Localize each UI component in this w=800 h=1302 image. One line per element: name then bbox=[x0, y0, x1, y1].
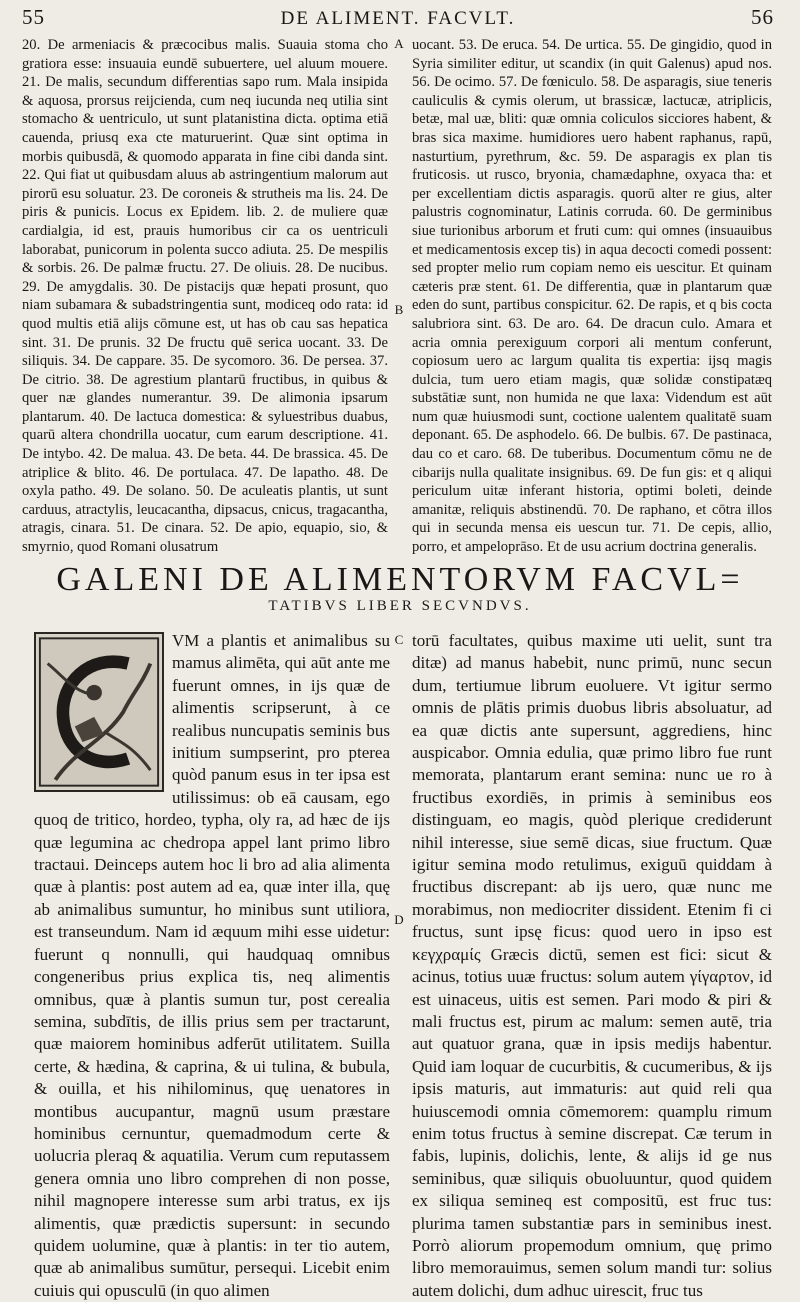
running-title: DE ALIMENT. FACVLT. bbox=[280, 8, 516, 29]
index-right-column bbox=[412, 36, 772, 556]
margin-letter-c: C bbox=[394, 632, 404, 647]
text-right: torū facultates, quibus maxime uti uelit, sunt tra ditæ) ad manus habebit, nunc primū, nunc secun dum, tertiumue librum euoluere. Vt igitur sermo omnis de plātis primis duobus libris absoluatur, ad ea quæ dictis ante supersunt, aggrediens, hinc auspicabor. Omnia edulia, quæ primo libro fue runt memorata, plantarum erant semina: nunc ue ro à fructibus exordiēs, in primis à seminibus eos distinguam, eo magis, quòd plerique crediderunt nihil interesse, siue semē dicas, siue fructum. Quæ igitur semina modo retulimus, exiguū quiddam à fructibus discrepant: ab ijs uero, quæ nunc me morabimus, non mediocriter dissident. Etenim fi ci fructus, sunt ipsę ficus: quod uero in ipso est κεγχραμίς Græcis dictū, semen est fici: sicut & acinus, totius uuæ fructus: solum autem γίγαρτον, id est uinaceus, uitis est semen. Pari modo & piri & mali fructus est, pirum ac malum: semen autē, tria aut quatuor grana, quæ in ipsis medijs habentur. Quid iam loquar de cucurbitis, & cucumeribus, & ijs ipsis maturis, aut immaturis: aut quid reli qua huiuscemodi omnia cōmemorem: quamplu rimum enim totus fructus à semine discrepat. Cæ terum in fabis, lupinis, dolichis, lente, & alijs id ge nus seminibus, quæ siliquis obuoluuntur, quod quidem ex siliqua semineq est compositū, est fruc tus: plurima tamen substantiæ pars in seminibus inest. Porrò aliorum propemodum omnium, quę primo libro memorauimus, semen solum mandi tur: solius autem dolichi, dum adhuc uirescit, fruc tus bbox=[412, 631, 772, 1300]
margin-letter-d: D bbox=[394, 912, 404, 927]
book-title: GALENI DE ALIMENTORVM FACVL= bbox=[56, 561, 744, 598]
running-header bbox=[22, 4, 774, 30]
book-subtitle: TATIBVS LIBER SECVNDVS. bbox=[268, 598, 532, 614]
page-number-left: 55 bbox=[22, 5, 45, 29]
margin-letter-a: A bbox=[394, 36, 404, 51]
index-right-text: uocant. 53. De eruca. 54. De urtica. 55. De gingidio, quod in Syria similiter editur, ut scandix (in quit Galenus) apud nos. 56. De ocimo. 57. De fœniculo. 58. De asparagis, siue teneris cauliculis & cymis olerum, ut brassicæ, lactucæ, atriplicis, betæ, mal uæ, bliti: quæ omnia coliculos sicciores habent, & bras sica maxime. humidiores uero habent raphanus, rapū, nasturtium, pyrethrum, &c. 59. De asparagis ex plan tis fruticosis. ut rusco, bryonia, chamædaphne, oxyaca tha: et per excellentiam dictis asparagis. quorū alter re gius, alter palustris cognominatur, Latinis corruda. 60. De germinibus siue turionibus arborum et fruti cum: qui omnes (insuauibus et medicamentosis excep tis) in aqua decocti comedi possent: sed propter melio rum copiam nemo eis uescitur. Et quinam cæteris præ stent. 61. De differentia, quæ in plantarum quæ eden do sunt, partibus conspicitur. 62. De rapis, et q bis cocta salubriora sint. 63. De aro. 64. De dracun culo. Amara et acria omnia perexiguum corpori ali mentum conferunt, copiosum uero ac largum qualita tis expertia: ijsq magis dulcia, tum uero etiam magis, quæ solidæ constipatæq substātiæ sunt, non humida ne que laxa: Videndum est aūt num quæ huiusmodi sunt, coctione ualentem qualitatē suam deponant. 65. De asphodelo. 66. De bulbis. 67. De pastinaca, dau co et caro. 68. De tuberibus. Documentum cōmu ne de cibarijs nulla qualitate insignibus. 69. De fun gis: et q aliqui periculum uitæ inferant historia, optimi boleti, deinde amanitæ, reliquis abstinendū. 70. De raphano, et cōtra illos qui in secunda mensa eis uescun tur. 71. De cepis, allio, porro, et ampeloprāso. Et de usu acrium doctrina generalis. bbox=[412, 37, 772, 556]
text-left-column bbox=[34, 630, 390, 1300]
decorated-initial-icon bbox=[34, 632, 164, 792]
text-left: VM a plantis et animalibus su mamus alimēta, qui aūt ante me fuerunt omnes, in ijs quæ de alimentis scripserunt, à ce realibus nuncupatis seminis bus initium sumpserint, pro pterea quòd panum esus in ter ipsa est utilissimus: ob eā causam, ego quoq de tritico, hordeo, typha, oly ra, ad hæc de ijs quæ legumina ac chedropa appel lant primo libro tractaui. Deinceps autem hoc li bro ad alia alimenta quæ à plantis: post autem ad ea, quæ inter illa, quę ab animalibus sumuntur, ho minibus sunt utiliora, est transeundum. Nam id æquum mihi esse uidetur: fuerunt q nonnulli, qui haudquaq omnibus congeneribus prius explica tis, neq alimentis omnibus, quæ à plantis sumun tur, post cerealia semina, subdītis, de illis prius sem per tractarunt, quæ maiorem hominibus adferūt utilitatem. Suilla certe, & hædina, & caprina, & ui tulina, & bubula, & ouilla, et his nihilominus, quę uenatores in montibus aucupantur, magnū usum præstare hominibus cernuntur, quemadmodum certe & uolucria pleraq & aquatilia. Verum cum reputassem genera omnia uno libro comprehen di non posse, nihil magnopere interesse sum arbi tratus, ex ijs alimentis, quæ prædictis supersunt: in secundo quidem uolumine, quæ à plantis: in ter tio autem, quæ ab animalibus sumūtur, persequi. Licebit enim cuiuis qui opusculū (in quo alimen bbox=[34, 631, 390, 1300]
margin-letter-b: B bbox=[394, 302, 404, 317]
text-right-column bbox=[412, 630, 772, 1300]
index-left-text: 20. De armeniacis & præcocibus malis. Suauia stoma cho gratiora esse: insuauia eundē subuertere, uel aluum mouere. 21. De malis, secundum differentias sapo rum. Mala insipida & aquosa, prorsus reijcienda, cum neq iucunda neq utilia sint stomacho & uentriculo, ut sunt platanistina dicta. optima etiā cauenda, priusq exa cte maturuerint. Quæ sint optima in morbis quibusdā, & quomodo apparata in fine cibi danda sint. 22. Qui fiat ut quibusdam aluus ab astringentium malorum aut pirorū esu soluatur. 23. De coroneis & strutheis ma lis. 24. De piris & punicis. Locus ex Epidem. lib. 2. de muliere quæ cardialgia, id est, prauis humoribus cir ca os uentriculi laborabat, punicorum in polenta succo adiuta. 25. De mespilis & sorbis. 26. De palmæ fructu. 27. De oliuis. 28. De nucibus. 29. De amygdalis. 30. De pistacijs quæ hepati prosunt, quo niam subamara & subadstringentia sunt, modiceq odo rata: id quod multis etiā alijs cōmune est, ut has ob cau sas hepatica sint. 31. De prunis. 32 De fructu quē serica uocant. 33. De siliquis. 34. De cappare. 35. De sycomoro. 36. De persea. 37. De citrio. 38. De agrestium plantarū fructibus, in quibus & quer næ glandes numerantur. 39. De alimonia ipsarum plantarum. 40. De lactuca domestica: & syluestribus duabus, quarū altera chondrilla uocatur, cum earum descriptione. 41. De intybo. 42. De malua. 43. De beta. 44. De brassica. 45. De atriplice & blito. 46. De portulaca. 47. De lapatho. 48. De oxyla patho. 49. De solano. 50. De aculeatis plantis, ut sunt carduus, atractylis, leucacantha, dipsacus, cnicus, tragacantha, atragis, cinara. 51. De cinara. 52. De apio, equapio, sio, & smyrnio, quod Romani olusatrum bbox=[22, 37, 388, 556]
index-left-column bbox=[22, 36, 388, 556]
page-number-right: 56 bbox=[751, 5, 774, 29]
